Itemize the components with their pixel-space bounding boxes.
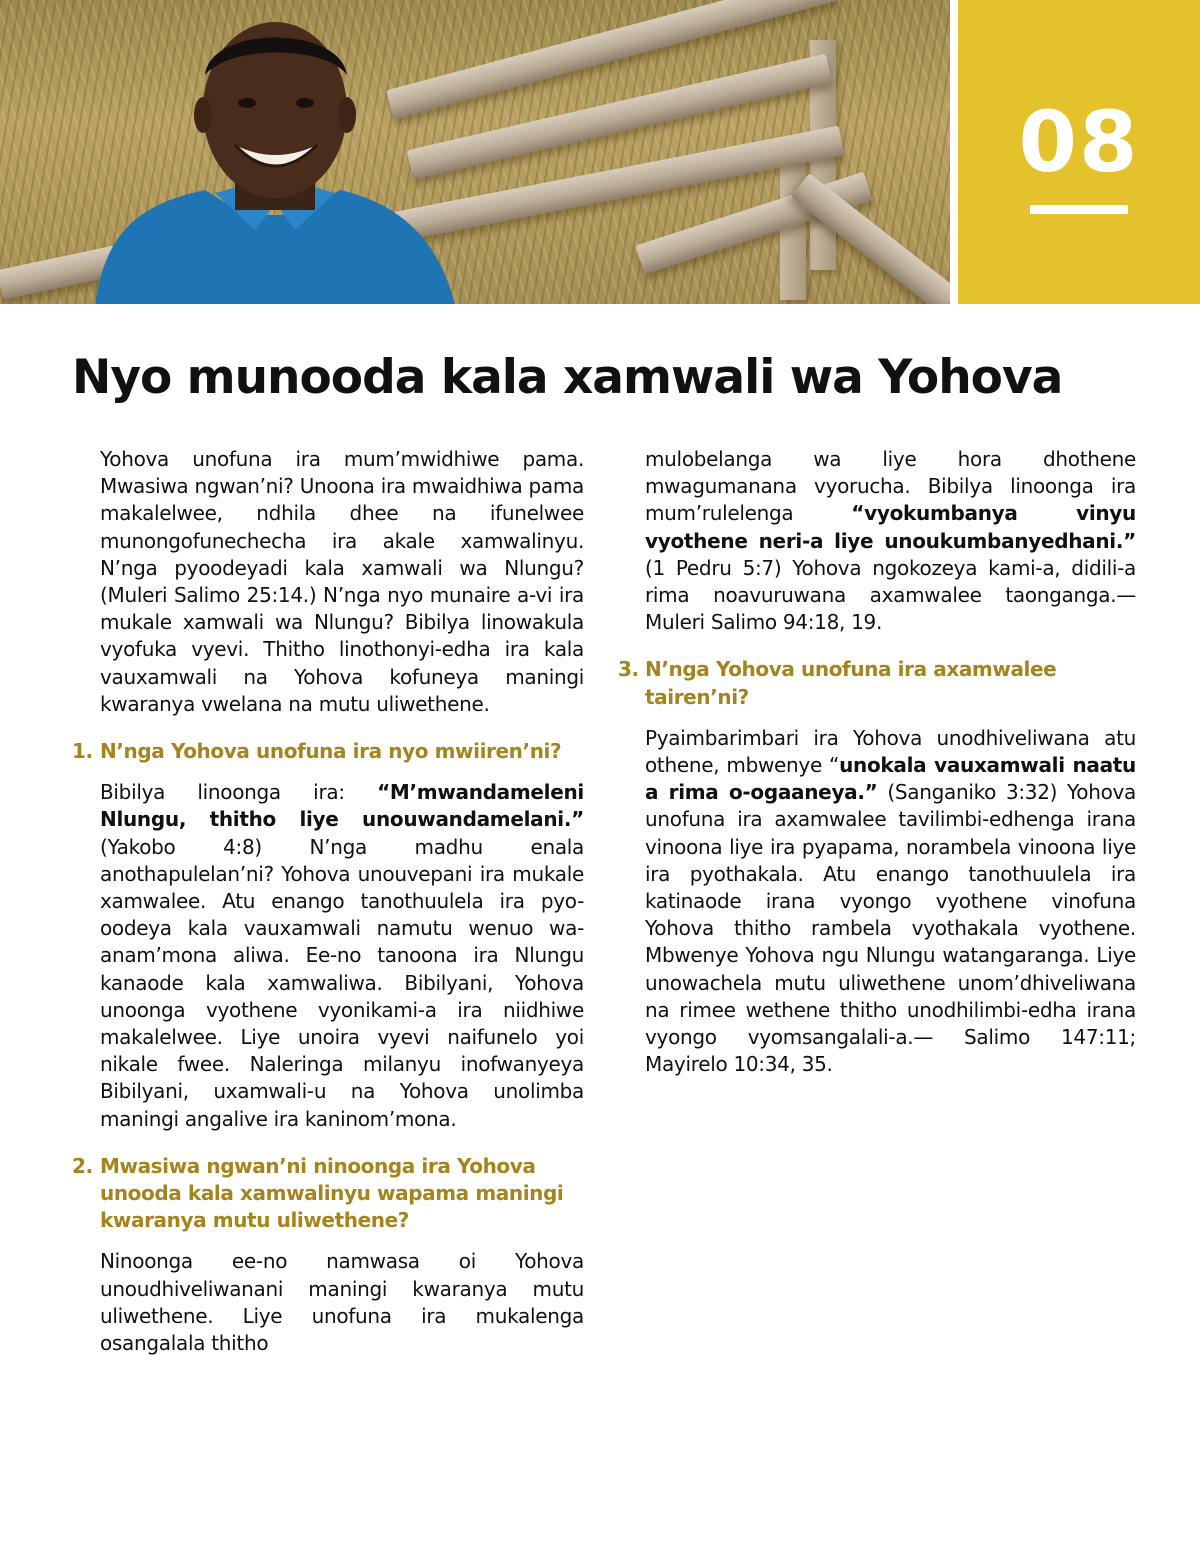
question-number: 2.	[72, 1153, 93, 1178]
header-photo	[0, 0, 950, 304]
answer-2-paragraph-continued	[645, 446, 1136, 636]
question-text: Mwasiwa ngwan’ni ninoonga ira Yohova unooda kala xamwalinyu wapama maningi kwaranya mutu uliwethene?	[100, 1153, 564, 1233]
answer-text: (1 Pedru 5:7) Yohova ngokozeya kami-a, didili-a rima noavuruwana axamwalee taonganga.— Muleri Salimo 94:18, 19.	[645, 555, 1136, 635]
chapter-number-underline	[1030, 205, 1128, 214]
page-title: Nyo munooda kala xamwali wa Yohova	[72, 350, 1063, 405]
question-2	[72, 1153, 584, 1235]
person-illustration	[95, 15, 455, 304]
question-number: 3.	[618, 657, 639, 682]
answer-2-paragraph-start: Ninoonga ee-no namwasa oi Yohova unoudhiveliwanani maningi kwaranya mutu uliwethene. Liye unofuna ira mukalenga osangalala thitho	[100, 1249, 584, 1356]
right-column	[618, 446, 1136, 1092]
answer-text: Pyaimbarimbari ira Yohova unodhiveliwana atu othene, mbwenye “	[645, 725, 1136, 778]
question-text: N’nga Yohova unofuna ira axamwalee tairen’ni?	[645, 657, 1057, 709]
scripture-quote: “vyokumbanya vinyu vyothene neri-a liye unoukumbanyedhani.”	[645, 501, 1136, 553]
answer-text: Bibilya linoonga ira:	[100, 780, 378, 805]
scripture-quote: “M’mwandameleni Nlungu, thitho liye unouwandamelani.”	[100, 780, 584, 832]
answer-3-paragraph	[645, 725, 1136, 1079]
intro-paragraph: Yohova unofuna ira mum’mwidhiwe pama. Mwasiwa ngwan’ni? Unoona ira mwaidhiwa pama makalelwee, ndhila dhee na ifunelwee munongofunechecha ira akale xamwalinyu. N’nga pyoodeyadi kala xamwali wa Nlungu? (Muleri Salimo 25:14.) N’nga nyo munaire a-vi ira mukale xamwali wa Nlungu? Bibilya linowakula vyofuka vyevi. Thitho linothonyi-edha ira kala vauxamwali na Yohova kofuneya maningi kwaranya vwelana na mutu uliwethene.	[100, 447, 584, 716]
answer-text: (Sanganiko 3:32) Yohova unofuna ira axamwalee tavilimbi-edhenga irana vinoona liye ira pyapama, norambela vinoona liye ira pyothakala. Atu enango tanothuulela ira katinaode irana vyongo vyothene vinofuna Yohova thitho rambela vyothakala vyothene. Mbwenye Yohova ngu Nlungu watangaranga. Liye unowachela mutu uliwethene unom’dhiveliwana na rimee wethene thitho unodhilimbi-edha irana vyongo vyomsangalali-a.— Salimo 147:11; Mayirelo 10:34, 35.	[645, 780, 1137, 1077]
chapter-number: 08	[1018, 93, 1140, 191]
left-column	[72, 446, 584, 1371]
scripture-quote: unokala vauxamwali naatu a rima o-ogaaneya.”	[645, 753, 1136, 805]
answer-text: mulobelanga wa liye hora dhothene mwagumanana vyorucha. Bibilya linoonga ira mum’rulelenga	[645, 447, 1136, 526]
answer-text: (Yakobo 4:8) N’nga madhu enala anothapulelan’ni? Yohova unouvepani ira mukale xamwalee. Atu enango tanothuulela ira pyo-oodeya kala vauxamwali namutu wenuo wa-anam’mona aliwa. Ee-no tanoona ira Nlungu kanaode kala xamwaliwa. Bibilyani, Yohova unoonga vyothene vyonikami-a ira niidhiwe makalelwee. Liye unoira vyevi naifunelo yoi nikale fwee. Naleringa milanyu inofwanyeya Bibilyani, uxamwali-u na Yohova unolimba maningi angalive ira kaninom’mona.	[100, 834, 584, 1131]
question-text: N’nga Yohova unofuna ira nyo mwiiren’ni?	[100, 739, 562, 764]
question-number: 1.	[72, 739, 93, 764]
question-3	[618, 656, 1136, 710]
question-1	[72, 738, 584, 765]
answer-1-paragraph	[100, 779, 584, 1133]
chapter-badge	[958, 0, 1200, 304]
